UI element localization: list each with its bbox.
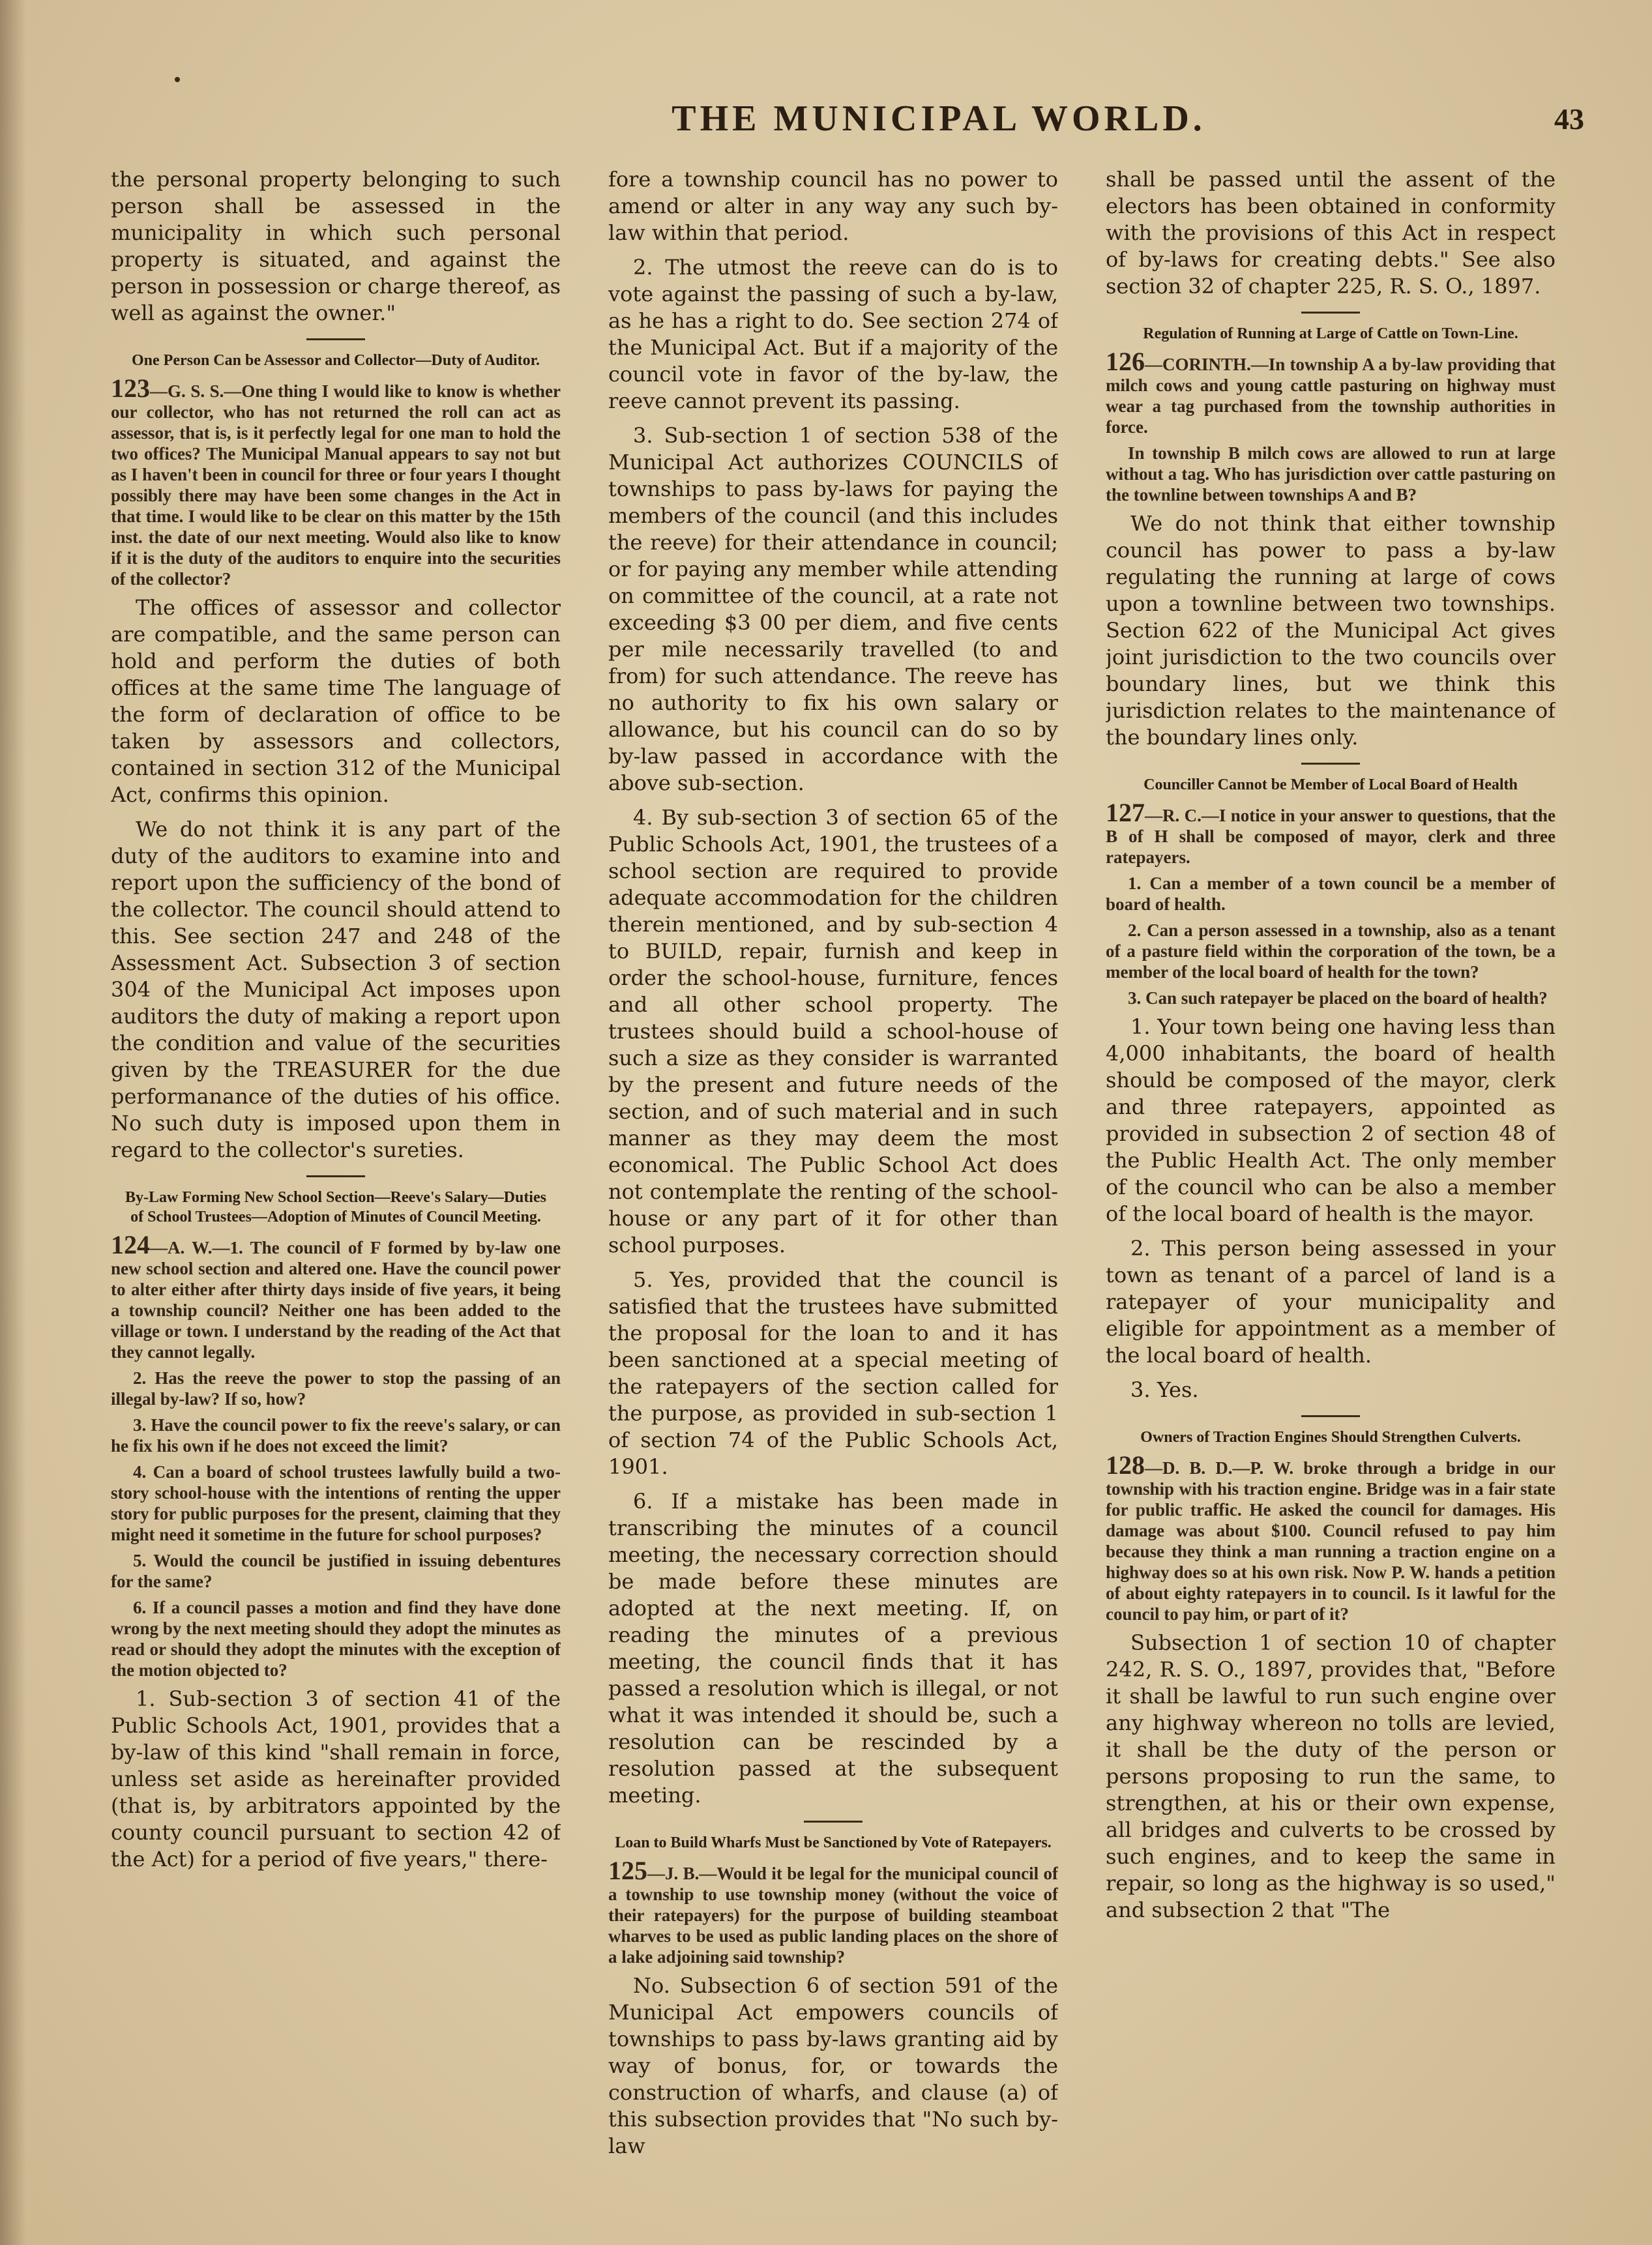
question-number: 124 bbox=[111, 1230, 150, 1259]
section-divider bbox=[306, 338, 365, 340]
paragraph: shall be passed until the assent of the electors has been obtained in conformity with the provisions of this Act in respect of by-laws for creating debts." See also section 32 of chapter 225, R. S. O., 1897. bbox=[1106, 167, 1556, 299]
answer-paragraph: 2. This person being assessed in your town as tenant of a parcel of land is a ratepayer of your municipality and eligible for appointment as a member of the local board of health. bbox=[1106, 1236, 1556, 1368]
question-item: 1. Can a member of a town council be a member of board of health. bbox=[1106, 873, 1556, 914]
answer-paragraph: 1. Sub-section 3 of section 41 of the Public Schools Act, 1901, provides that a by-law of this kind "shall remain in force, unless set aside as hereinafter provided (that is, by arbitrators appointed by the county council pursuant to section 42 of the Act) for a period of five years," there- bbox=[111, 1686, 561, 1871]
question-124 bbox=[111, 1230, 561, 1362]
paragraph: the personal property belonging to such person shall be assessed in the municipality in which such personal property is situated, and against the person in possession or charge thereof, as well as against the owner." bbox=[111, 167, 561, 325]
section-divider bbox=[1301, 312, 1360, 314]
column-1 bbox=[111, 166, 561, 2220]
article-heading: Owners of Traction Engines Should Strengthen Culverts. bbox=[1140, 1429, 1521, 1446]
question-number: 127 bbox=[1106, 798, 1145, 827]
question-text: —D. B. D.—P. W. broke through a bridge in our township with his traction engine. Bridge was in a fair state for public traffic. He asked the council for damages. His damage was about $100. Council refused to pay him because they think a man running a traction engine on a highway does so at his own risk. Now P. W. hands a petition of about eighty ratepayers in to council. Is it lawful for the council to pay him, or part of it? bbox=[1106, 1458, 1556, 1624]
answer-paragraph: We do not think it is any part of the duty of the auditors to examine into and report upon the sufficiency of the bond of the collector. The council should attend to this. See section 247 and 248 of the Assessment Act. Subsection 3 of section 304 of the Municipal Act imposes upon auditors the duty of making a report upon the condition and value of the securities given by the TREASURER for the due performanance of the duties of his office. No such duty is imposed upon them in regard to the collector's sureties. bbox=[111, 817, 561, 1162]
answer-paragraph: 4. By sub-section 3 of section 65 of the Public Schools Act, 1901, the trustees of a school section are required to provide adequate accommodation for the children therein mentioned, and by sub-section 4 to BUILD, repair, furnish and keep in order the school-house, furniture, fences and all other school property. The trustees should build a school-house of such a size as they consider is warranted by the present and future needs of the section, and of such material and in such manner as they may deem the most economical. The Public School Act does not contemplate the renting of the school-house or any part of it for other than school purposes. bbox=[608, 805, 1058, 1257]
question-text: —A. W.—1. The council of F formed by by-law one new school section and altered one. Have the council power to alter either after thirty days inside of five years, it being a township council? Neither one has been added to the village or town. I understand by the reading of the Act that they cannot legally. bbox=[111, 1238, 561, 1362]
article-heading: One Person Can be Assessor and Collector—Duty of Auditor. bbox=[131, 352, 540, 369]
question-127 bbox=[1106, 798, 1556, 868]
question-item: 2. Can a person assessed in a township, also as a tenant of a pasture field within the corporation of the town, be a member of the local board of health for the town? bbox=[1106, 920, 1556, 982]
answer-paragraph: 6. If a mistake has been made in transcribing the minutes of a council meeting, the necessary correction should be made before these minutes are adopted at the next meeting. If, on reading the minutes of a previous meeting, the council finds that it has passed a resolution which is illegal, or not what it was intended it should be, such a resolution can be rescinded by a resolution passed at the subsequent meeting. bbox=[608, 1489, 1058, 1808]
answer-paragraph: The offices of assessor and collector are compatible, and the same person can hold and perform the duties of both offices at the same time The language of the form of declaration of office to be taken by assessors and collectors, contained in section 312 of the Municipal Act, confirms this opinion. bbox=[111, 595, 561, 807]
question-number: 123 bbox=[111, 374, 150, 403]
question-item: 5. Would the council be justified in issuing debentures for the same? bbox=[111, 1551, 561, 1591]
question-126 bbox=[1106, 347, 1556, 437]
answer-paragraph: 2. The utmost the reeve can do is to vote against the passing of such a by-law, as he has a right to do. See section 274 of the Municipal Act. But if a majority of the council vote in favor of the by-law, the reeve cannot prevent its passing. bbox=[608, 255, 1058, 413]
question-number: 126 bbox=[1106, 347, 1145, 376]
question-item: 3. Can such ratepayer be placed on the board of health? bbox=[1128, 988, 1548, 1008]
question-number: 128 bbox=[1106, 1450, 1145, 1480]
question-item: 6. If a council passes a motion and find they have done wrong by the next meeting should they adopt the minutes as read or should they adopt the minutes with the exception of the motion objected to? bbox=[111, 1598, 561, 1680]
answer-paragraph: No. Subsection 6 of section 591 of the Municipal Act empowers councils of townships to pass by-laws granting aid by way of bonus, for, or towards the construction of wharfs, and clause (a) of this subsection provides that "No such by-law bbox=[608, 1973, 1058, 2158]
answer-paragraph: 1. Your town being one having less than 4,000 inhabitants, the board of health should be composed of the mayor, clerk and three ratepayers, appointed as provided in subsection 2 of section 48 of the Public Health Act. The only member of the council who can be also a member of the local board of health is the mayor. bbox=[1106, 1014, 1556, 1226]
article-heading: Counciller Cannot be Member of Local Board of Health bbox=[1143, 776, 1518, 793]
question-128 bbox=[1106, 1450, 1556, 1624]
paragraph: fore a township council has no power to amend or alter in any way any such by-law within that period. bbox=[608, 167, 1058, 245]
page-speck bbox=[175, 77, 180, 82]
section-divider bbox=[1301, 763, 1360, 765]
question-item: In township B milch cows are allowed to run at large without a tag. Who has jurisdiction over cattle pasturing on the townline between townships A and B? bbox=[1106, 443, 1556, 505]
page-header bbox=[111, 98, 1584, 150]
question-123 bbox=[111, 374, 561, 589]
article-heading: Loan to Build Wharfs Must be Sanctioned by Vote of Ratepayers. bbox=[615, 1834, 1052, 1851]
question-item: 4. Can a board of school trustees lawfully build a two-story school-house with the intentions of renting the upper story for public purposes for the present, claiming that they might need it sometime in the future for school purposes? bbox=[111, 1462, 561, 1544]
question-text: —J. B.—Would it be legal for the municipal council of a township to use township money (without the voice of their ratepayers) for the purpose of building steamboat wharves to be used as public landing places on the shore of a lake adjoining said township? bbox=[608, 1864, 1058, 1967]
column-2 bbox=[608, 166, 1058, 2220]
column-3 bbox=[1106, 166, 1556, 2220]
section-divider bbox=[804, 1821, 863, 1823]
section-divider bbox=[306, 1175, 365, 1177]
question-item: 3. Have the council power to fix the reeve's salary, or can he fix his own if he does not exceed the limit? bbox=[111, 1415, 561, 1456]
article-heading: Regulation of Running at Large of Cattle on Town-Line. bbox=[1143, 325, 1518, 342]
question-125 bbox=[608, 1856, 1058, 1967]
question-text: —R. C.—I notice in your answer to questions, that the B of H shall be composed of mayor, clerk and three ratepayers. bbox=[1106, 806, 1556, 867]
answer-paragraph: 3. Sub-section 1 of section 538 of the Municipal Act authorizes COUNCILS of townships to pass by-laws for paying the members of the council (and this includes the reeve) for their attendance in council; or for paying any member while attending on committee of the council, at a rate not exceeding $3 00 per diem, and five cents per mile necessarily travelled (to and from) for such attendance. The reeve has no authority to fix his own salary or allowance, but his council can do so by by-law passed in accordance with the above sub-section. bbox=[608, 423, 1058, 795]
article-heading: By-Law Forming New School Section—Reeve's Salary—Duties of School Trustees—Adoption of Minutes of Council Meeting. bbox=[125, 1189, 546, 1225]
masthead-title: THE MUNICIPAL WORLD. bbox=[671, 98, 1206, 139]
answer-paragraph: We do not think that either township council has power to pass a by-law regulating the running at large of cows upon a townline between two townships. Section 622 of the Municipal Act gives joint jurisdiction to the two councils over boundary lines, but we think this jurisdiction relates to the maintenance of the boundary lines only. bbox=[1106, 511, 1556, 750]
answer-paragraph: Subsection 1 of section 10 of chapter 242, R. S. O., 1897, provides that, "Before it shall be lawful to run such engine over any highway whereon no tolls are levied, it shall be the duty of the person or persons proposing to run the same, to strengthen, at his or their own expense, all bridges and culverts to be crossed by such engines, and to keep the same in repair, so long as the highway is so used," and subsection 2 that "The bbox=[1106, 1630, 1556, 1922]
page-number: 43 bbox=[1554, 102, 1584, 136]
answer-paragraph: 3. Yes. bbox=[1130, 1377, 1199, 1402]
answer-paragraph: 5. Yes, provided that the council is satisfied that the trustees have submitted the proposal for the loan to and it has been sanctioned at a special meeting of the ratepayers of the section called for the purpose, as provided in sub-section 1 of section 74 of the Public Schools Act, 1901. bbox=[608, 1267, 1058, 1479]
binding-shadow bbox=[0, 0, 26, 2245]
question-text: —CORINTH.—In township A a by-law providing that milch cows and young cattle pasturing on highway must wear a tag purchased from the township authorities in force. bbox=[1106, 355, 1556, 437]
section-divider bbox=[1301, 1415, 1360, 1417]
question-number: 125 bbox=[608, 1856, 647, 1885]
question-item: 2. Has the reeve the power to stop the passing of an illegal by-law? If so, how? bbox=[111, 1368, 561, 1409]
question-text: —G. S. S.—One thing I would like to know is whether our collector, who has not returned the roll can act as assessor, that is, is it perfectly legal for one man to hold the two offices? The Municipal Manual appears to say not but as I haven't been in council for three or four years I thought possibly there may have been some changes in the Act in that time. I would like to be clear on this matter by the 15th inst. the date of our next meeting. Would also like to know if it is the duty of the auditors to enquire into the securities of the collector? bbox=[111, 381, 561, 589]
